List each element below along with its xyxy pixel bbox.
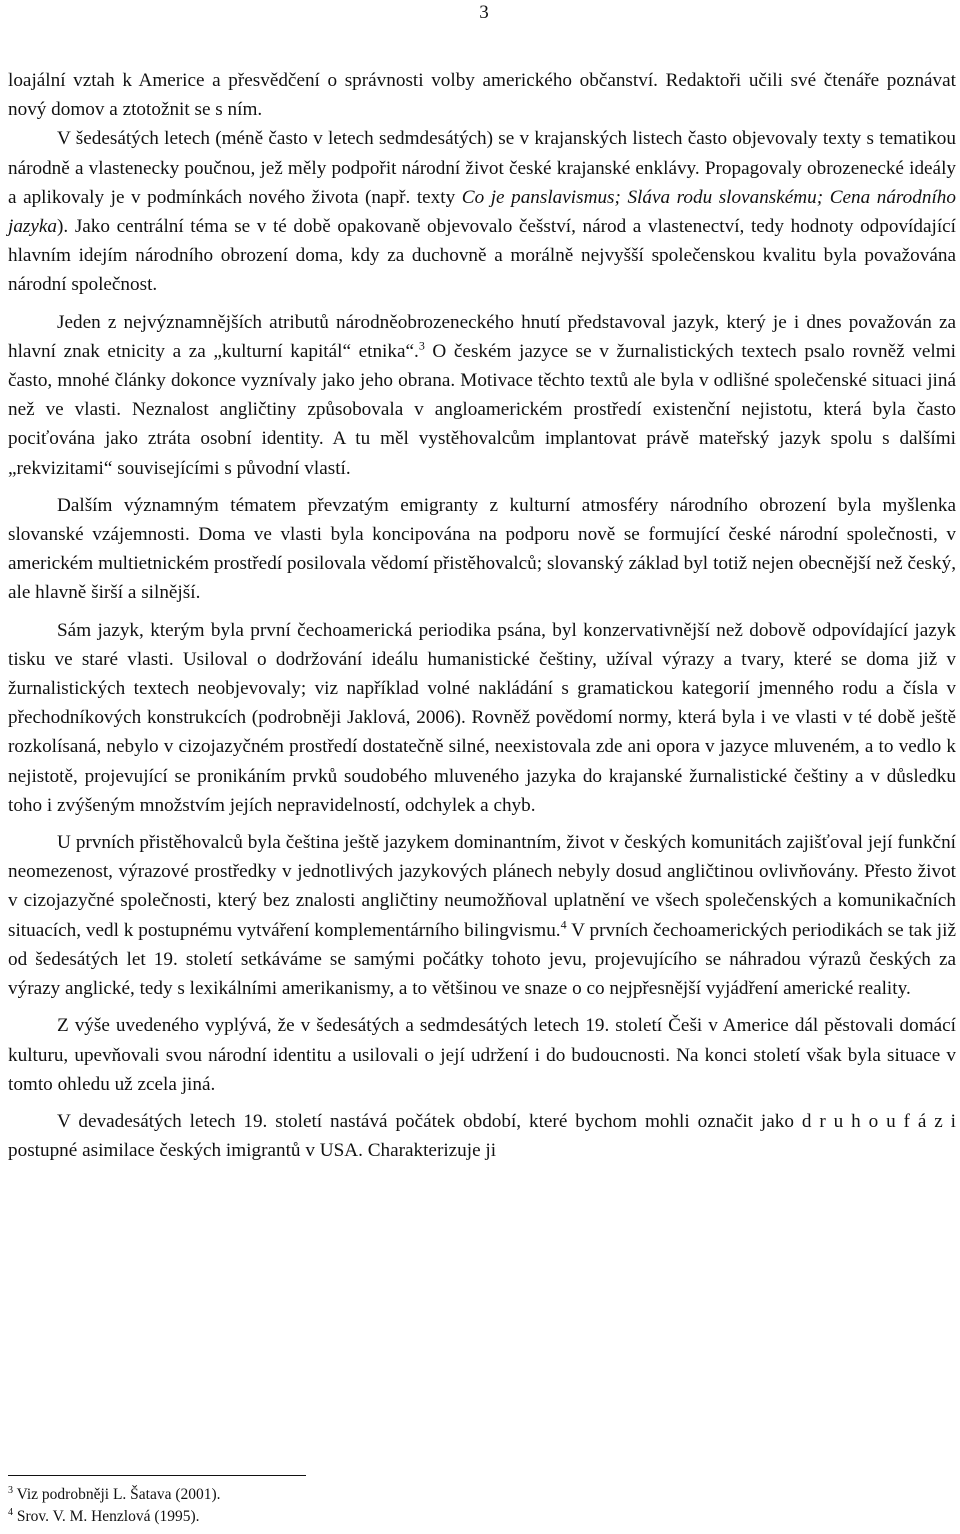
footnote-divider bbox=[8, 1475, 306, 1476]
footnote-ref-3[interactable]: 3 bbox=[418, 338, 425, 353]
paragraph-4: Dalším významným tématem převzatým emigranty z kulturní atmosféry národního obrození byla myšlenka slovanské vzájemnosti. Doma ve vlasti byla koncipována na podporu nově se formující české národní společnosti, v americkém multietnickém prostředí posilovala vědomí přistěhovalců; slovanský základ byl totiž nejen obecnější než český, ale hlavně širší a silnější. bbox=[8, 494, 956, 604]
paragraph-1: loajální vztah k Americe a přesvědčení o správnosti volby amerického občanství. Redaktoři učili své čtenáře poznávat nový domov a ztotožnit se s ním. bbox=[8, 70, 956, 121]
italic-titles: Co je panslavismus; Sláva rodu slovanskému; Cena národního jazyka bbox=[8, 186, 956, 238]
footnote-3: $^3$ Viz podrobněji L. Šatava (2001). bbox=[8, 1484, 221, 1503]
body-text bbox=[8, 66, 956, 1165]
paragraph-3: Jeden z nejvýznamnějších atributů národněobrozeneckého hnutí představoval jazyk, který je i dnes považován za hlavní znak etnicity a za „kulturní kapitál“ etnika“.$^3$ O českém jazyce se v žurnalistických textech psalo rovněž velmi často, mnohé články dokonce vyznívaly jako jeho obrana. Motivace těchto textů ale byla v odlišné společenské situaci jiná než ve vlasti. Neznalost angličtiny způsobovala v angloamerickém prostředí existenční nejistotu, která byla často pociťována jako ztráta osobní identity. A tu měl vystěhovalcům implantovat právě mateřský jazyk spolu s dalšími „rekvizitami“ souvisejícími s původní vlastí. bbox=[8, 311, 956, 479]
page-number: 3 bbox=[479, 2, 489, 23]
paragraph-8: V devadesátých letech 19. století nastává počátek období, které bychom mohli označit jako d r u h o u f á z i postupné asimilace českých imigrantů v USA. Charakterizuje ji bbox=[8, 1110, 956, 1162]
paragraph-5: Sám jazyk, kterým byla první čechoamerická periodika psána, byl konzervativnější než dobově odpovídající jazyk tisku ve staré vlasti. Usiloval o dodržování ideálu humanistické češtiny, užíval výrazy a tvary, které se doma již v žurnalistických textech neobjevovaly; viz například volné nakládání s gramatickou kategorií jmenného rodu a čísla v přechodníkových konstrukcích (podrobněji Jaklová, 2006). Rovněž povědomí normy, která byla i ve vlasti v té době ještě rozkolísaná, nebylo v cizojazyčném prostředí dostatečně silné, neexistovala zde ani opora v jazyce mluveném, a to vedlo k nejistotě, projevující se pronikáním prvků soudobého mluveného jazyka do krajanské žurnalistické češtiny a v důsledku toho i zvýšeným množstvím jejích nepravidelností, odchylek a chyb. bbox=[8, 619, 956, 816]
paragraph-7: Z výše uvedeného vyplývá, že v šedesátých a sedmdesátých letech 19. století Češi v Americe dál pěstovali domácí kulturu, upevňovali svou národní identitu a usilovali o její udržení i do budoucnosti. Na konci století však byla situace v tomto ohledu už zcela jiná. bbox=[8, 1015, 956, 1095]
footnote-ref-4[interactable]: 4 bbox=[560, 917, 567, 932]
footnotes bbox=[8, 1484, 948, 1528]
footnote-4: $^4$ Srov. V. M. Henzlová (1995). bbox=[8, 1506, 200, 1525]
paragraph-2: V šedesátých letech (méně často v letech sedmdesátých) se v krajanských listech často objevovaly texty s tematikou národně a vlastenecky poučnou, jež měly podpořit národní život české krajanské enklávy. Propagovaly obrozenecké ideály a aplikovaly je v podmínkách nového života (např. texty Co je panslavismus; Sláva rodu slovanskému; Cena národního jazyka). Jako centrální téma se v té době opakovaně objevovalo češství, národ a vlastenectví, tedy hodnoty odpovídající hlavním idejím národního obrození doma, kdy za duchovně a morálně nejvyšší společenskou kvalitu byla považována národní společnost. bbox=[8, 128, 956, 296]
paragraph-6: U prvních přistěhovalců byla čeština ještě jazykem dominantním, život v českých komunitách zajišťoval její funkční neomezenost, výrazové prostředky v jednotlivých jazykových plánech nebyly dosud angličtinou ovlivňovány. Přesto život v cizojazyčné společnosti, který bez znalosti angličtiny neumožňoval uplatnění ve všech společenských a komunikačních situacích, vedl k postupnému vytváření komplementárního bilingvismu.$^4$ V prvních čechoamerických periodikách se tak již od šedesátých let 19. století setkáváme se samými počátky tohoto jevu, projevujícího se náhradou výrazů českých za výrazy anglické, tedy s lexikálními amerikanismy, a to většinou ve snaze o co nejpřesnější vyjádření americké reality. bbox=[8, 832, 956, 1000]
